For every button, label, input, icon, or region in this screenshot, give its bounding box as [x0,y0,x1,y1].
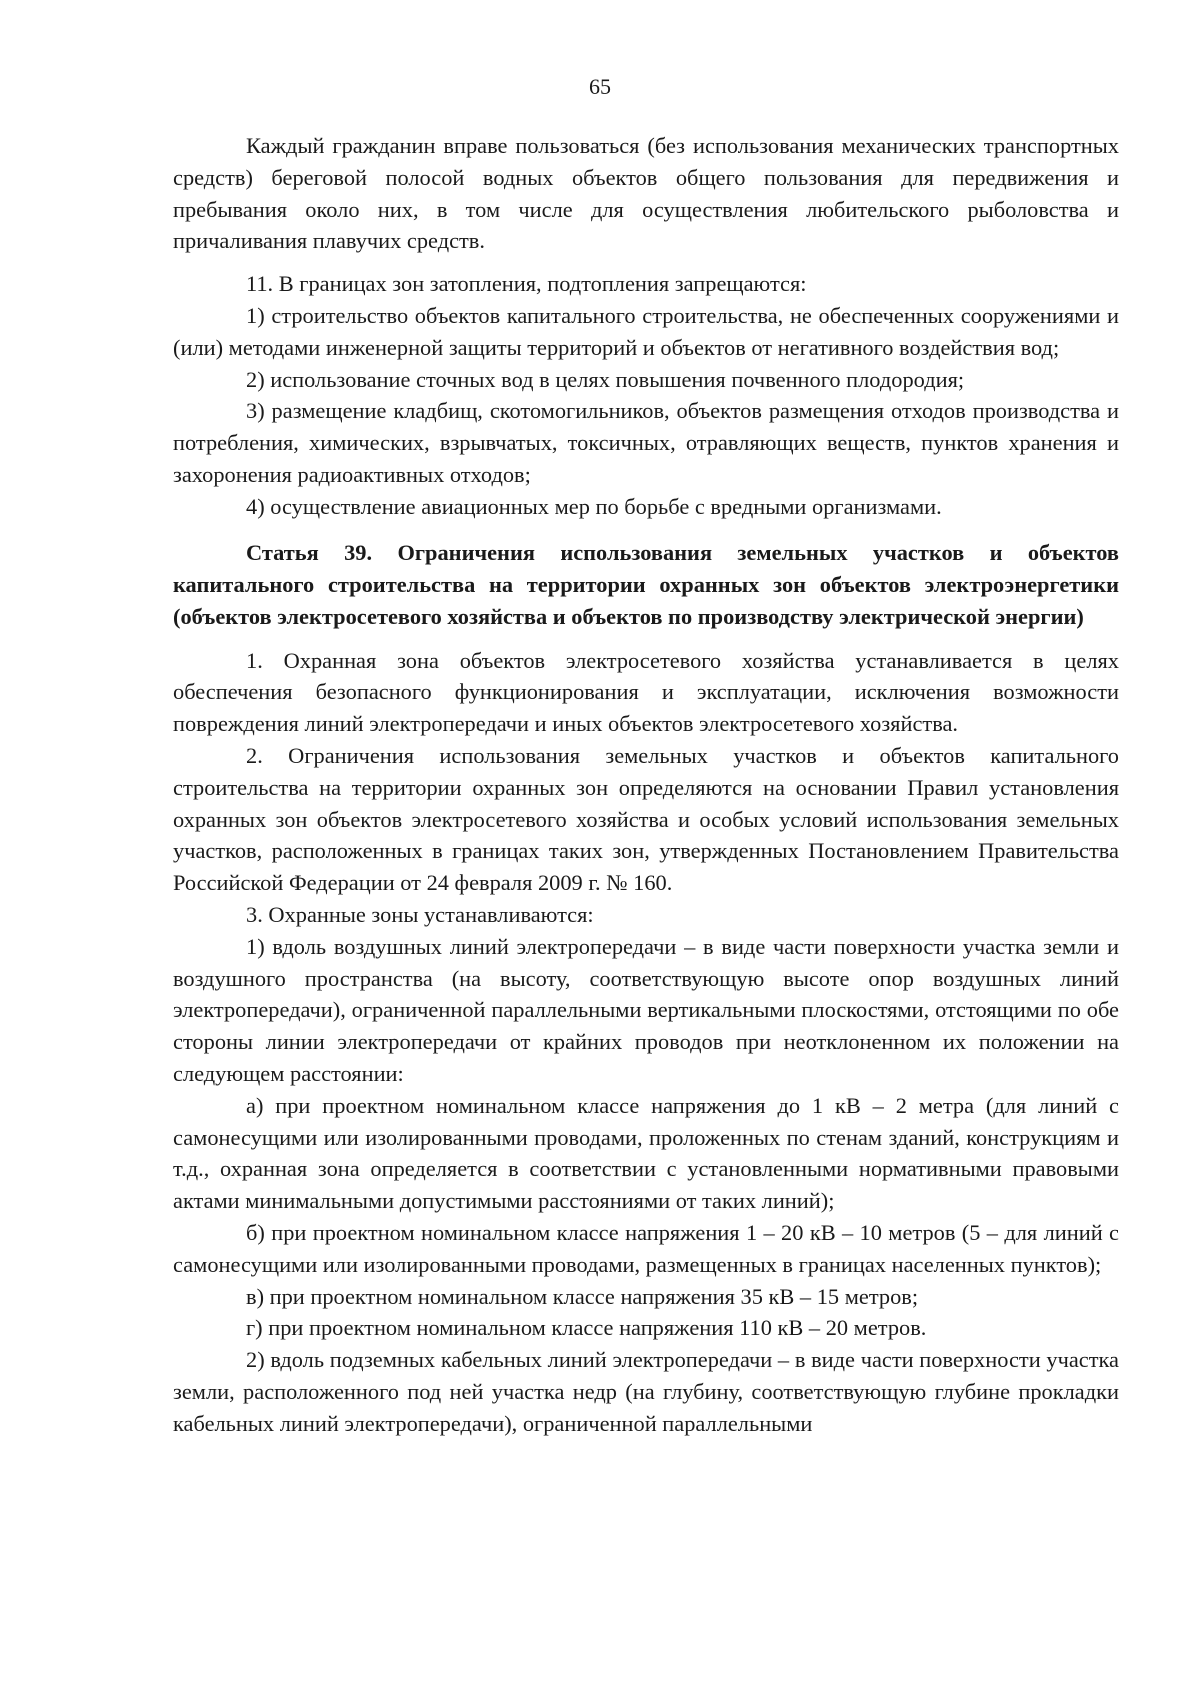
paragraph-citizens-right: Каждый гражданин вправе пользоваться (без использования механических транспортных средств) береговой полосой водных объектов общего пользования для передвижения и пребывания около них, в том числе для осуществления любительского рыболовства и причаливания плавучих средств. [173,133,1119,254]
list-item-voltage-v: в) при проектном номинальном классе напряжения 35 кВ – 15 метров; [246,1283,919,1309]
list-item-flood-4: 4) осуществление авиационных мер по борьбе с вредными организмами. [246,493,942,519]
paragraph-article-39-2: 2. Ограничения использования земельных участков и объектов капитального строительства на территории охранных зон определяются на основании Правил установления охранных зон объектов электросетевого хозяйства и особых условий использования земельных участков, расположенных в границах таких зон, утвержденных Постановлением Правительства Российской Федерации от 24 февраля 2009 г. № 160. [173,742,1119,896]
list-item-voltage-b: б) при проектном номинальном классе напряжения 1 – 20 кВ – 10 метров (5 – для линий с самонесущими или изолированными проводами, размещенных в границах населенных пунктов); [173,1219,1119,1277]
paragraph-flood-zones-intro: 11. В границах зон затопления, подтопления запрещаются: [246,271,807,297]
paragraph-article-39-3: 3. Охранные зоны устанавливаются: [246,901,594,927]
paragraph-article-39-1: 1. Охранная зона объектов электросетевого хозяйства устанавливается в целях обеспечения безопасного функционирования и эксплуатации, исключения возможности повреждения линий электропередачи и иных объектов электросетевого хозяйства. [173,647,1119,737]
list-item-flood-3: 3) размещение кладбищ, скотомогильников, объектов размещения отходов производства и потребления, химических, взрывчатых, токсичных, отравляющих веществ, пунктов хранения и захоронения радиоактивных отходов; [173,398,1119,487]
list-item-underground-lines: 2) вдоль подземных кабельных линий электропередачи – в виде части поверхности участка земли, расположенного под ней участка недр (на глубину, соответствующую глубине прокладки кабельных линий электропередачи), ограниченной параллельными [173,1347,1119,1436]
page-number: 65 [589,74,611,99]
list-item-voltage-g: г) при проектном номинальном классе напряжения 110 кВ – 20 метров. [246,1315,927,1341]
article-39-heading: Статья 39. Ограничения использования земельных участков и объектов капитального строительства на территории охранных зон объектов электроэнергетики (объектов электросетевого хозяйства и объектов по производству электрической энергии) [173,539,1119,629]
list-item-flood-1: 1) строительство объектов капитального строительства, не обеспеченных сооружениями и (или) методами инженерной защиты территорий и объектов от негативного воздействия вод; [173,302,1119,360]
list-item-flood-2: 2) использование сточных вод в целях повышения почвенного плодородия; [246,366,965,392]
list-item-voltage-a: а) при проектном номинальном классе напряжения до 1 кВ – 2 метра (для линий с самонесущими или изолированными проводами, проложенных по стенам зданий, конструкциям и т.д., охранная зона определяется в соответствии с установленными нормативными правовыми актами минимальными допустимыми расстояниями от таких линий); [173,1092,1119,1214]
list-item-overhead-lines: 1) вдоль воздушных линий электропередачи – в виде части поверхности участка земли и воздушного пространства (на высоту, соответствующую высоте опор воздушных линий электропередачи), ограниченной параллельными вертикальными плоскостями, отстоящими по обе стороны линии электропередачи от крайних проводов при неотклоненном их положении на следующем расстоянии: [173,933,1119,1086]
document-body [173,130,1119,1439]
